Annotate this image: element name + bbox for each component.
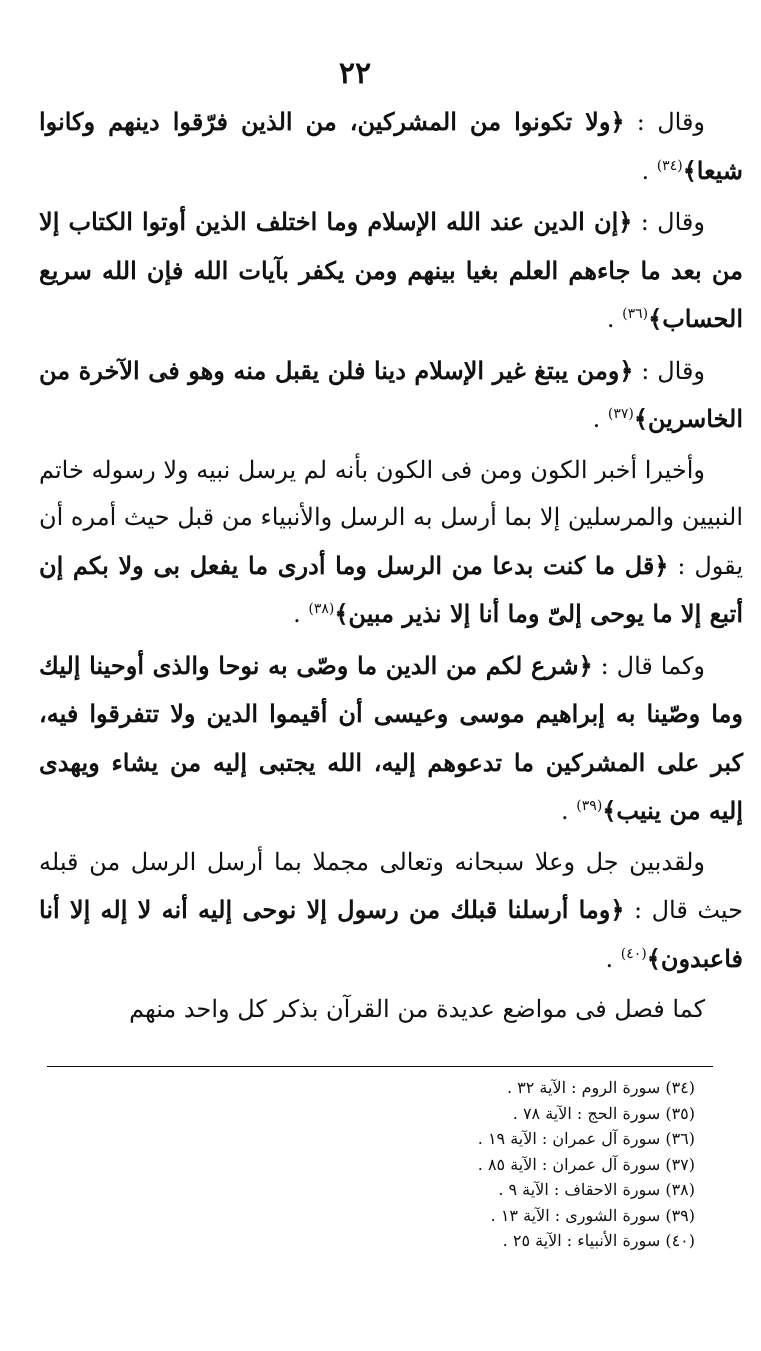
footnote-separator bbox=[47, 1066, 713, 1067]
paragraph bbox=[39, 642, 743, 836]
paragraph-end: . bbox=[606, 305, 623, 333]
paragraph-intro: وأخيرا أخبر الكون ومن فى الكون بأنه لم يرسل نبيه ولا رسوله خاتم النبيين والمرسلين إلا بما أرسل به الرسل والأنبياء من قبل حيث أمره أن يقول : bbox=[39, 455, 743, 580]
paragraph-end: . bbox=[561, 797, 577, 825]
paragraph bbox=[39, 347, 743, 444]
paragraph-end: . bbox=[641, 156, 657, 185]
paragraph bbox=[39, 447, 743, 639]
paragraph bbox=[39, 98, 743, 195]
footnotes-list bbox=[295, 1075, 695, 1254]
quran-verse: ﴿وما أرسلنا قبلك من رسول إلا نوحى إليه أنه لا إله إلا أنا فاعبدون﴾ bbox=[39, 895, 743, 973]
paragraph-intro: كما فصل فى مواضع عديدة من القرآن بذكر كل واحد منهم bbox=[129, 995, 705, 1023]
footnote-reference: (٣٨) bbox=[308, 601, 335, 617]
quran-verse: ﴿إن الدين عند الله الإسلام وما اختلف الذين أوتوا الكتاب إلا من بعد ما جاءهم العلم بغيا بينهم ومن يكفر بآيات الله فإن الله سريع الحساب﴾ bbox=[39, 207, 743, 333]
paragraph-end: . bbox=[605, 944, 621, 973]
paragraph-intro: وقال : bbox=[632, 208, 705, 236]
paragraph-intro: وقال : bbox=[633, 356, 706, 385]
footnote-reference: (٣٦) bbox=[622, 306, 649, 322]
footnote-item: (٣٦) سورة آل عمران : الآية ١٩ . bbox=[477, 1129, 695, 1148]
footnote-item: (٣٨) سورة الاحقاف : الآية ٩ . bbox=[498, 1180, 695, 1199]
paragraph bbox=[39, 839, 743, 984]
page-number: ٢٢ bbox=[338, 56, 372, 91]
paragraph bbox=[39, 198, 743, 344]
quran-verse: ﴿ومن يبتغ غير الإسلام دينا فلن يقبل منه وهو فى الآخرة من الخاسرين﴾ bbox=[39, 355, 743, 433]
paragraph-end: . bbox=[592, 405, 608, 433]
footnote-item: (٣٥) سورة الحج : الآية ٧٨ . bbox=[512, 1103, 695, 1123]
paragraph-intro: ولقدبين جل وعلا سبحانه وتعالى مجملا بما أرسل الرسل من قبله حيث قال : bbox=[39, 847, 743, 924]
footnote-reference: (٤٠) bbox=[620, 945, 647, 962]
body-text bbox=[39, 98, 743, 1037]
quran-verse: ﴿ولا تكونوا من المشركين، من الذين فرّقوا دينهم وكانوا شيعا﴾ bbox=[39, 107, 743, 185]
quran-verse: ﴿قل ما كنت بدعا من الرسل وما أدرى ما يفعل بى ولا بكم إن أتبع إلا ما يوحى إلىّ وما أنا إلا نذير مبين﴾ bbox=[39, 550, 743, 628]
paragraph bbox=[39, 986, 743, 1034]
paragraph-intro: وكما قال : bbox=[592, 651, 706, 680]
footnote-reference: (٣٩) bbox=[576, 798, 603, 814]
footnote-item: (٤٠) سورة الأنبياء : الآية ٢٥ . bbox=[502, 1231, 695, 1250]
paragraph-intro: وقال : bbox=[624, 108, 705, 136]
quran-verse: ﴿شرع لكم من الدين ما وصّى به نوحا والذى أوحينا إليك وما وصّينا به إبراهيم موسى وعيسى أن أقيموا الدين ولا تتفرقوا فيه، كبر على المشركين ما تدعوهم إليه، الله يجتبى إليه من يشاء ويهدى إليه من ينيب﴾ bbox=[39, 650, 743, 825]
footnote-reference: (٣٤) bbox=[656, 157, 683, 174]
footnote-reference: (٣٧) bbox=[607, 406, 634, 422]
paragraph-end: . bbox=[293, 600, 309, 628]
footnote-item: (٣٤) سورة الروم : الآية ٣٢ . bbox=[506, 1078, 695, 1097]
footnote-item: (٣٧) سورة آل عمران : الآية ٨٥ . bbox=[477, 1154, 695, 1174]
footnote-item: (٣٩) سورة الشورى : الآية ١٣ . bbox=[490, 1205, 695, 1225]
